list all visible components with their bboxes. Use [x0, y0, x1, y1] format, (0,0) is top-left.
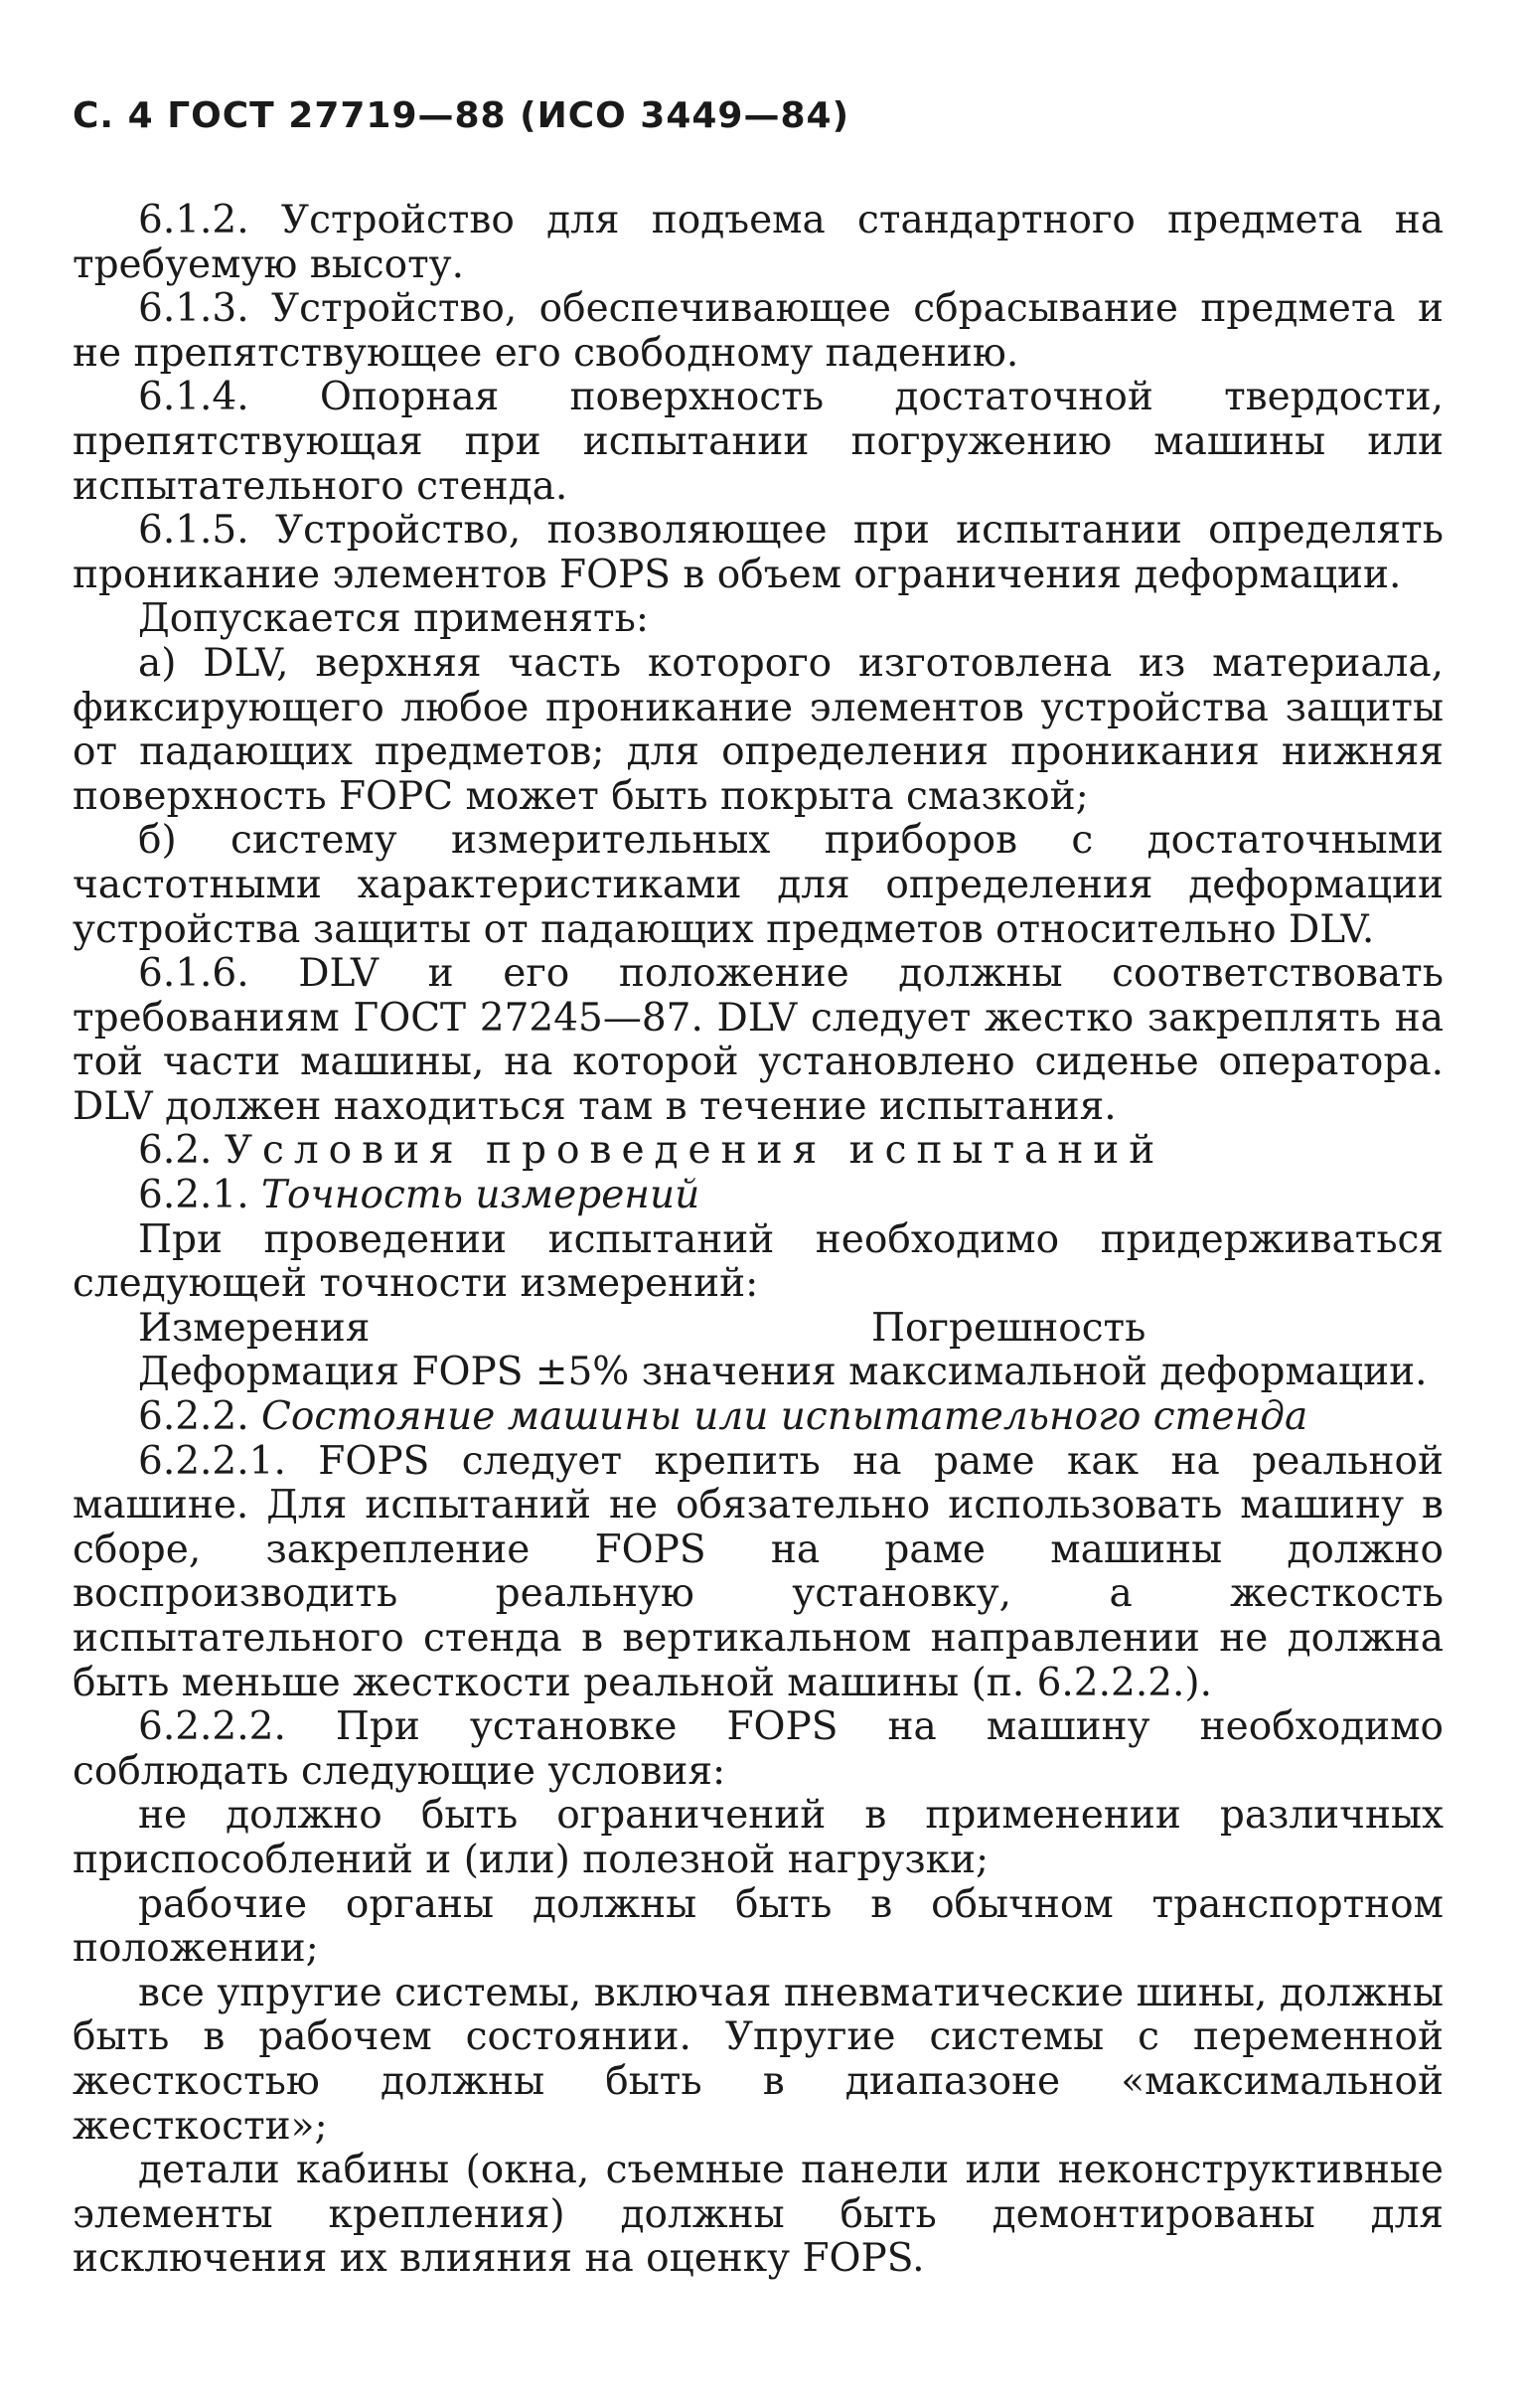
- paragraph-6-1-5: 6.1.5. Устройство, позволяющее при испытании определять проникание элементов FOPS в объем ограничения деформации.: [73, 508, 1444, 597]
- section-number: 6.2.: [138, 1128, 213, 1174]
- paragraph-allowed: Допускается применять:: [138, 596, 650, 642]
- paragraph-condition-1: не должно быть ограничений в применении различных приспособлений и (или) полезной нагрузки;: [73, 1793, 1444, 1882]
- paragraph-6-1-2: 6.1.2. Устройство для подъема стандартного предмета на требуемую высоту.: [73, 198, 1444, 287]
- paragraph-6-2-2-1: 6.2.2.1. FOPS следует крепить на раме как на реальной машине. Для испытаний не обязательно использовать машину в сборе, закрепление FOPS на раме машины должно воспроизводить реальную установку, а жесткость испытательного стенда в вертикальном направлении не должна быть меньше жесткости реальной машины (п. 6.2.2.2.).: [73, 1438, 1444, 1705]
- running-head: С. 4 ГОСТ 27719—88 (ИСО 3449—84): [73, 95, 850, 136]
- paragraph-condition-4: детали кабины (окна, съемные панели или неконструктивные элементы крепления) должны быть демонтированы для исключения их влияния на оценку FOPS.: [73, 2148, 1444, 2282]
- paragraph-6-1-6: 6.1.6. DLV и его положение должны соответствовать требованиям ГОСТ 27245—87. DLV следует жестко закреплять на той части машины, на которой установлено сиденье оператора. DLV должен находиться там в течение испытания.: [73, 951, 1444, 1129]
- paragraph-condition-2: рабочие органы должны быть в обычном транспортном положении;: [73, 1881, 1444, 1972]
- subsection-title: Состояние машины или испытательного стенда: [261, 1394, 1308, 1440]
- paragraph-accuracy: При проведении испытаний необходимо придерживаться следующей точности измерений:: [73, 1216, 1444, 1307]
- paragraph-6-1-4: 6.1.4. Опорная поверхность достаточной твердости, препятствующая при испытании погружению машины или испытательного стенда.: [73, 375, 1444, 509]
- paragraph-item-b: б) систему измерительных приборов с достаточными частотными характеристиками для определения деформации устройства защиты от падающих предметов относительно DLV.: [73, 818, 1444, 952]
- paragraph-6-1-3: 6.1.3. Устройство, обеспечивающее сбрасывание предмета и не препятствующее его свободному падению.: [73, 286, 1444, 376]
- body-text: [73, 199, 1444, 2282]
- paragraph-condition-3: все упругие системы, включая пневматические шины, должны быть в рабочем состоянии. Упругие системы с переменной жесткостью должны быть в диапазоне «максимальной жесткости»;: [73, 1970, 1444, 2149]
- subsection-number: 6.2.1.: [138, 1173, 249, 1218]
- subsection-number: 6.2.2.: [138, 1394, 249, 1440]
- table-column-error: Погрешность: [871, 1305, 1146, 1351]
- subsection-heading-6-2-1: [73, 1174, 1444, 1218]
- paragraph-item-a: а) DLV, верхняя часть которого изготовлена из материала, фиксирующего любое проникание элементов устройства защиты от падающих предметов; для определения проникания нижняя поверхность FOPC может быть покрыта смазкой;: [73, 640, 1444, 819]
- paragraph-6-2-2-2: 6.2.2.2. При установке FOPS на машину необходимо соблюдать следующие условия:: [73, 1704, 1444, 1794]
- accuracy-table-header: [73, 1307, 1444, 1352]
- subsection-title: Точность измерений: [261, 1173, 700, 1218]
- paragraph-deformation: Деформация FOPS ±5% значения максимальной деформации.: [138, 1350, 1428, 1395]
- section-heading-6-2: [73, 1129, 1444, 1174]
- subsection-heading-6-2-2: [73, 1395, 1444, 1440]
- section-title: Условия проведения испытаний: [224, 1128, 1165, 1174]
- table-column-measure: Измерения: [138, 1305, 371, 1351]
